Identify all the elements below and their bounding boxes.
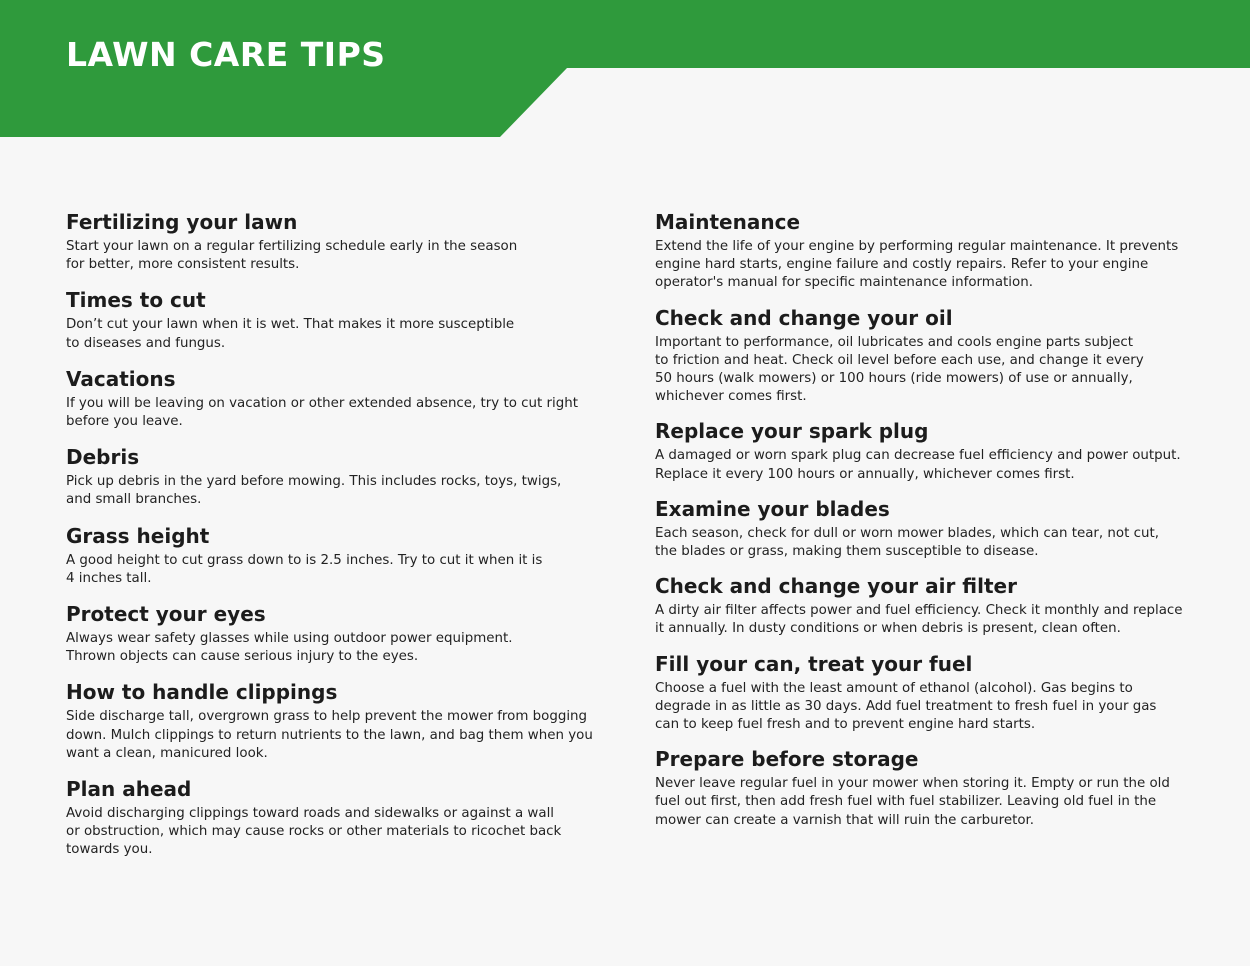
tip-body-line: A damaged or worn spark plug can decrease fuel efficiency and power output.	[655, 448, 1181, 464]
tip-heading: Debris	[66, 445, 140, 470]
tip-body	[66, 238, 606, 274]
tip-body-line: towards you.	[66, 842, 153, 858]
tip-body-line: Pick up debris in the yard before mowing. This includes rocks, toys, twigs,	[66, 474, 562, 490]
tip-debris	[66, 443, 606, 509]
tip-heading: Fill your can, treat your fuel	[655, 651, 973, 676]
tip-grass-height	[66, 522, 606, 588]
tip-body-line: it annually. In dusty conditions or when debris is present, clean often.	[655, 621, 1121, 637]
tip-plan-ahead	[66, 775, 606, 860]
tip-body	[655, 525, 1215, 561]
tip-body	[66, 395, 606, 431]
tip-check-and-change-your-oil	[655, 304, 1215, 407]
tip-body-line: Never leave regular fuel in your mower when storing it. Empty or run the old	[655, 776, 1170, 792]
tip-protect-your-eyes	[66, 600, 606, 666]
tip-body-line: engine hard starts, engine failure and costly repairs. Refer to your engine	[655, 257, 1149, 273]
tip-body-line: Each season, check for dull or worn mower blades, which can tear, not cut,	[655, 525, 1159, 541]
tip-body-line: Thrown objects can cause serious injury to the eyes.	[66, 649, 419, 665]
tip-heading: Prepare before storage	[655, 747, 919, 772]
tip-body	[655, 447, 1215, 483]
tip-body-line: want a clean, manicured look.	[66, 745, 268, 761]
tip-body-line: before you leave.	[66, 414, 183, 430]
tip-heading: Maintenance	[655, 210, 801, 234]
tip-body	[66, 708, 606, 763]
tip-heading: Examine your blades	[655, 496, 890, 521]
tip-body-line: Don’t cut your lawn when it is wet. That makes it more susceptible	[66, 317, 515, 333]
tip-prepare-before-storage	[655, 745, 1215, 830]
tip-body-line: Start your lawn on a regular fertilizing schedule early in the season	[66, 239, 518, 254]
tip-body	[66, 552, 606, 588]
tip-heading: Check and change your oil	[655, 305, 953, 330]
tip-body	[66, 473, 606, 509]
tip-body-line: fuel out first, then add fresh fuel with fuel stabilizer. Leaving old fuel in the	[655, 794, 1157, 810]
tip-body-line: If you will be leaving on vacation or other extended absence, try to cut right	[66, 395, 578, 411]
tip-vacations	[66, 365, 606, 431]
left-column	[66, 208, 606, 860]
tip-maintenance	[655, 208, 1215, 293]
tip-body-line: A dirty air filter affects power and fuel efficiency. Check it monthly and replace	[655, 603, 1183, 619]
tip-heading: Grass height	[66, 523, 210, 548]
tip-body-line: Side discharge tall, overgrown grass to help prevent the mower from bogging	[66, 709, 588, 725]
tip-body	[655, 680, 1215, 735]
tip-body-line: to friction and heat. Check oil level before each use, and change it every	[655, 352, 1144, 368]
tip-body	[655, 238, 1215, 293]
tip-body-line: Extend the life of your engine by performing regular maintenance. It prevents	[655, 239, 1179, 254]
tip-heading: Plan ahead	[66, 777, 192, 802]
tip-body	[655, 602, 1215, 638]
tip-body-line: for better, more consistent results.	[66, 257, 300, 273]
tip-body-line: or obstruction, which may cause rocks or other materials to ricochet back	[66, 824, 562, 840]
right-column	[655, 208, 1215, 830]
tip-body-line: 4 inches tall.	[66, 570, 152, 586]
page-title: LAWN CARE TIPS	[66, 35, 386, 74]
tip-body-line: operator's manual for specific maintenance information.	[655, 275, 1033, 291]
tip-body-line: Replace it every 100 hours or annually, whichever comes first.	[655, 466, 1075, 482]
tip-body-line: Important to performance, oil lubricates and cools engine parts subject	[655, 334, 1134, 350]
tip-heading: Times to cut	[66, 288, 206, 313]
tip-body	[66, 805, 606, 860]
tip-fill-your-can-treat-your-fuel	[655, 650, 1215, 735]
tip-body-line: Always wear safety glasses while using outdoor power equipment.	[66, 631, 513, 647]
tip-body	[655, 775, 1215, 830]
tip-body	[66, 630, 606, 666]
tip-body-line: can to keep fuel fresh and to prevent engine hard starts.	[655, 717, 1036, 733]
tip-heading: Fertilizing your lawn	[66, 210, 298, 234]
tip-body-line: A good height to cut grass down to is 2.5 inches. Try to cut it when it is	[66, 552, 543, 568]
tip-check-and-change-your-air-filter	[655, 572, 1215, 638]
tip-body-line: degrade in as little as 30 days. Add fuel treatment to fresh fuel in your gas	[655, 698, 1157, 714]
tip-replace-your-spark-plug	[655, 417, 1215, 483]
tip-body	[66, 316, 606, 352]
tip-body-line: Choose a fuel with the least amount of ethanol (alcohol). Gas begins to	[655, 680, 1133, 696]
tip-body-line: and small branches.	[66, 492, 202, 508]
tip-body-line: to diseases and fungus.	[66, 335, 226, 351]
tip-body-line: 50 hours (walk mowers) or 100 hours (ride mowers) of use or annually,	[655, 371, 1133, 387]
tip-body-line: Avoid discharging clippings toward roads and sidewalks or against a wall	[66, 806, 555, 822]
tip-heading: Check and change your air filter	[655, 574, 1017, 599]
tip-heading: Replace your spark plug	[655, 419, 929, 444]
tip-body	[655, 334, 1215, 407]
tip-body-line: down. Mulch clippings to return nutrients to the lawn, and bag them when you	[66, 727, 593, 743]
tip-examine-your-blades	[655, 495, 1215, 561]
tip-fertilizing-your-lawn	[66, 208, 606, 274]
tip-heading: How to handle clippings	[66, 680, 338, 705]
tip-body-line: whichever comes first.	[655, 389, 807, 405]
tip-how-to-handle-clippings	[66, 678, 606, 763]
tip-body-line: mower can create a varnish that will ruin the carburetor.	[655, 812, 1035, 828]
tip-heading: Protect your eyes	[66, 602, 266, 627]
tip-heading: Vacations	[66, 366, 176, 391]
tip-body-line: the blades or grass, making them susceptible to disease.	[655, 544, 1039, 560]
tip-times-to-cut	[66, 286, 606, 352]
